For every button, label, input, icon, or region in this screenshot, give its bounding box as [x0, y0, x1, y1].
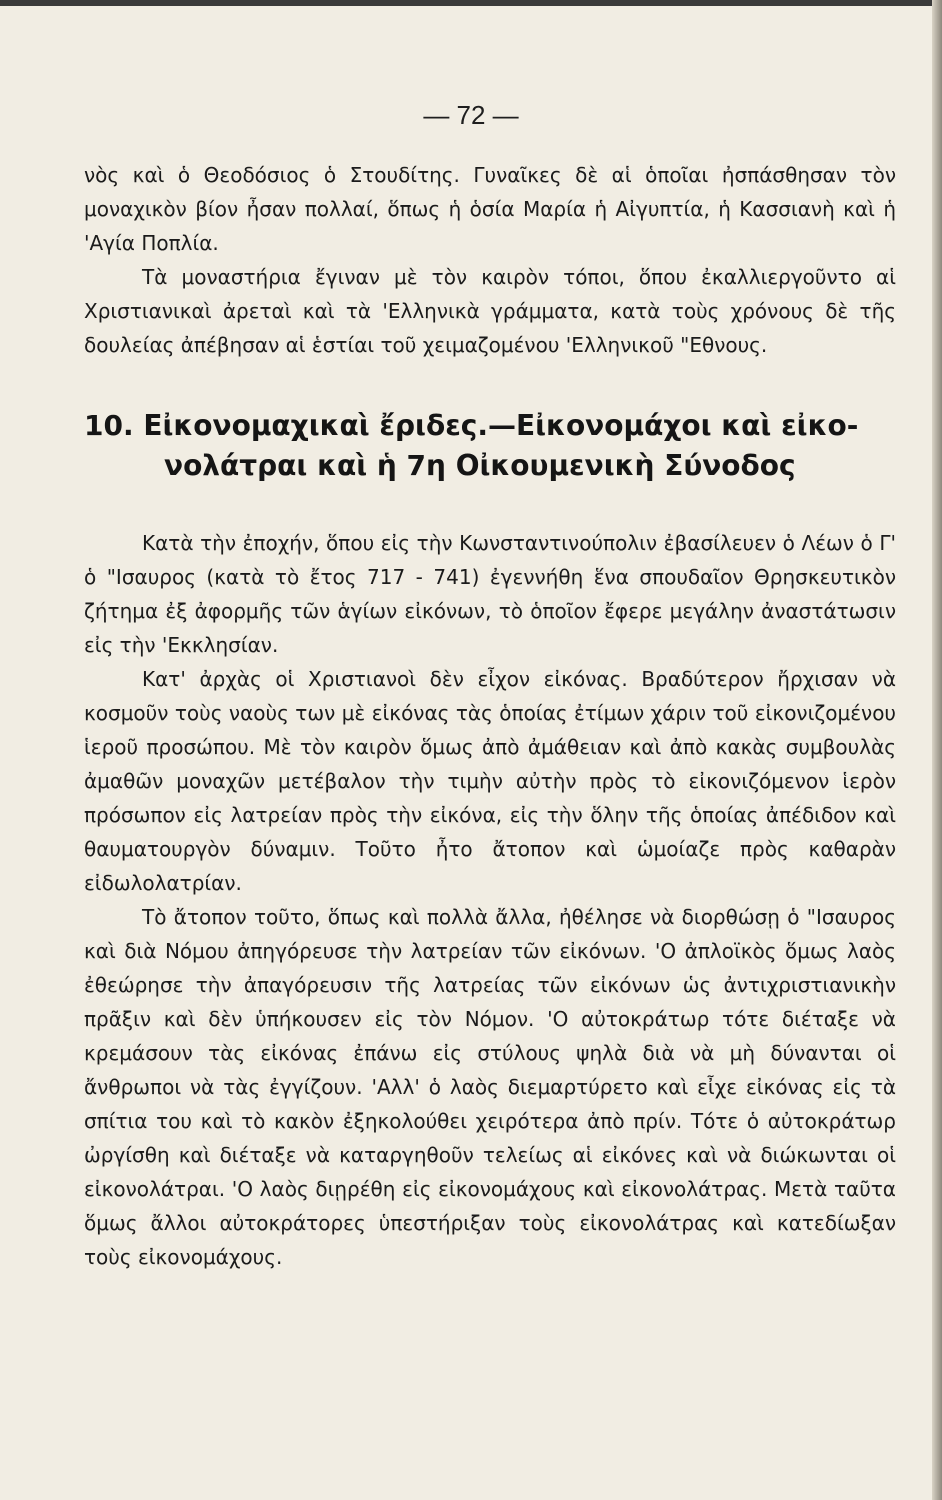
page-number: — 72 —: [423, 100, 519, 130]
paragraph-leo-isaurian: Κατὰ τὴν ἐποχήν, ὅπου εἰς τὴν Κωνσταντινούπολιν ἐβασίλευεν ὁ Λέων ὁ Γ' ὁ "Ισαυρος (κατὰ τὸ ἔτος 717 - 741) ἐγεννήθη ἕνα σπουδαῖον Θρησκευτικὸν ζήτημα ἐξ ἀφορμῆς τῶν ἁγίων εἰκόνων, τὸ ὁποῖον ἔφερε μεγάλην ἀναστάτωσιν εἰς τὴν 'Εκκλησίαν.: [84, 531, 896, 657]
paragraph-icons-origin: Κατ' ἀρχὰς οἱ Χριστιανοὶ δὲν εἶχον εἰκόνας. Βραδύτερον ἤρχισαν νὰ κοσμοῦν τοὺς ναοὺς των μὲ εἰκόνας τὰς ὁποίας ἐτίμων χάριν τοῦ εἰκονιζομένου ἱεροῦ προσώπου. Μὲ τὸν καιρὸν ὅμως ἀπὸ ἀμάθειαν καὶ ἀπὸ κακὰς συμβουλὰς ἀμαθῶν μοναχῶν μετέβαλον τὴν τιμὴν αὐτὴν πρὸς τὸ εἰκονιζόμενον ἱερὸν πρόσωπον εἰς λατρείαν πρὸς τὴν εἰκόνα, εἰς τὴν ὅλην τῆς ὁποίας ἀπέδιδον καὶ θαυματουργὸν δύναμιν. Τοῦτο ἦτο ἄτοπον καὶ ὡμοίαζε πρὸς καθαρὰν εἰδωλολατρίαν.: [84, 667, 896, 895]
section-heading: [84, 406, 896, 486]
section-heading-line-2: νολάτραι καὶ ἡ 7η Οἰκουμενικὴ Σύνοδος: [164, 449, 796, 482]
paragraph-iconoclasm: Τὸ ἄτοπον τοῦτο, ὅπως καὶ πολλὰ ἄλλα, ἠθέλησε νὰ διορθώσῃ ὁ "Ισαυρος καὶ διὰ Νόμου ἀπηγόρευσε τὴν λατρείαν τῶν εἰκόνων. 'Ο ἀπλοϊκὸς ὅμως λαὸς ἐθεώρησε τὴν ἀπαγόρευσιν τῆς λατρείας τῶν εἰκόνων ὡς ἀντιχριστιανικὴν πρᾶξιν καὶ δὲν ὑπήκουσεν εἰς τὸν Νόμον. 'Ο αὐτοκράτωρ τότε διέταξε νὰ κρεμάσουν τὰς εἰκόνας ἐπάνω εἰς στύλους ψηλὰ διὰ νὰ μὴ δύνανται οἱ ἄνθρωποι νὰ τὰς ἐγγίζουν. 'Αλλ' ὁ λαὸς διεμαρτύρετο καὶ εἶχε εἰκόνας εἰς τὰ σπίτια του καὶ τὸ κακὸν ἐξηκολούθει χειρότερα ἀπὸ πρίν. Τότε ὁ αὐτοκράτωρ ὠργίσθη καὶ διέταξε νὰ καταργηθοῦν τελείως αἱ εἰκόνες καὶ νὰ διώκωνται οἱ εἰκονολάτραι. 'Ο λαὸς διῃρέθη εἰς εἰκονομάχους καὶ εἰκονολάτρας. Μετὰ ταῦτα ὅμως ἄλλοι αὐτοκράτορες ὑπεστήριξαν τοὺς εἰκονολάτρας καὶ κατεδίωξαν τοὺς εἰκονομάχους.: [84, 905, 896, 1269]
paragraph-continued: νὸς καὶ ὁ Θεοδόσιος ὁ Στουδίτης. Γυναῖκες δὲ αἱ ὁποῖαι ἠσπάσθησαν τὸν μοναχικὸν βίον ἦσαν πολλαί, ὅπως ἡ ὁσία Μαρία ἡ Αἰγυπτία, ἡ Κασσιανὴ καὶ ἡ 'Αγία Ποπλία.: [84, 163, 896, 255]
page-top-edge: [0, 0, 942, 6]
section-heading-line-1: 10. Εἰκονομαχικαὶ ἔριδες.—Εἰκονομάχοι καὶ εἰκο-: [84, 409, 859, 442]
page-right-edge: [932, 0, 942, 1500]
page-content: [84, 158, 896, 1274]
paragraph-monasteries: Τὰ μοναστήρια ἔγιναν μὲ τὸν καιρὸν τόποι, ὅπου ἐκαλλιεργοῦντο αἱ Χριστιανικαὶ ἀρεταὶ καὶ τὰ 'Ελληνικὰ γράμματα, κατὰ τοὺς χρόνους δὲ τῆς δουλείας ἀπέβησαν αἱ ἑστίαι τοῦ χειμαζομένου 'Ελληνικοῦ "Εθνους.: [84, 265, 896, 357]
